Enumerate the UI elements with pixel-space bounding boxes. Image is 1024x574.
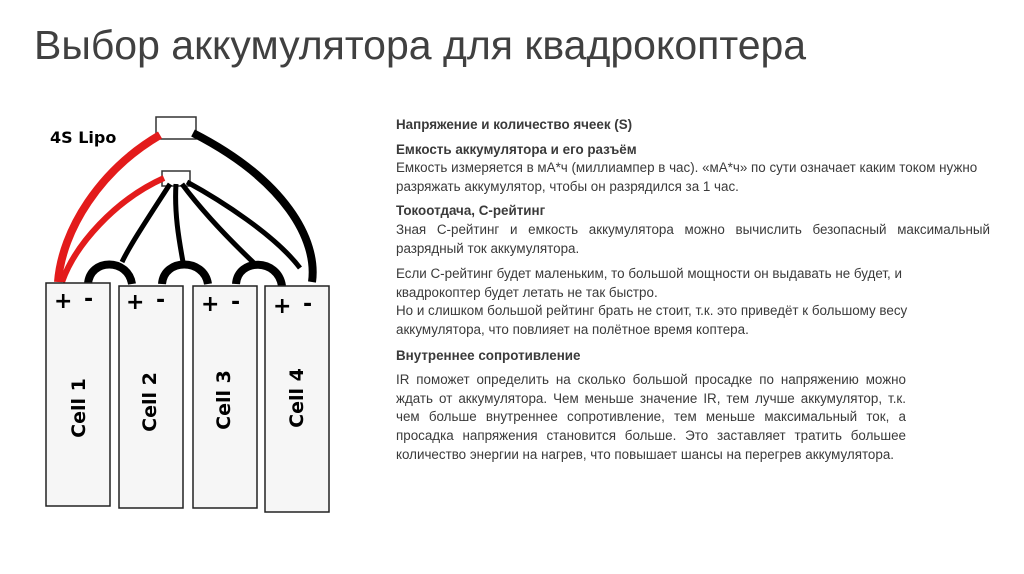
main-connector — [156, 117, 196, 139]
cell-2-plus: + — [126, 290, 145, 315]
heading-voltage-cells: Напряжение и количество ячеек (S) — [396, 117, 633, 132]
cell-1 — [46, 283, 110, 506]
cell-3-minus: - — [231, 290, 241, 315]
cell-4-plus: + — [273, 294, 292, 319]
heading-internal-resistance: Внутреннее сопротивление — [396, 347, 581, 363]
balance-wire-2 — [176, 184, 183, 262]
jumper-3-4 — [236, 265, 282, 286]
paragraph-c-rating-2: Если С-рейтинг будет маленьким, то большой мощности он выдавать не будет, и квадрокоптер будет летать не так быстро. — [396, 266, 902, 300]
heading-capacity-connector: Емкость аккумулятора и его разъём — [396, 141, 637, 157]
cell-4-label: Cell 4 — [286, 368, 308, 428]
cell-1-label: Cell 1 — [68, 378, 90, 438]
cell-3-plus: + — [201, 292, 220, 317]
paragraph-c-rating-3: Но и слишком большой рейтинг брать не стоит, т.к. это приведёт к большому весу аккумулятора, что повлияет на полётное время коптера. — [396, 303, 908, 337]
heading-c-rating: Токоотдача, С-рейтинг — [396, 203, 546, 219]
balance-wire-3 — [182, 184, 255, 264]
cell-2 — [119, 286, 183, 508]
cell-3-label: Cell 3 — [213, 370, 235, 430]
slide-title: Выбор аккумулятора для квадрокоптера — [34, 22, 807, 68]
balance-connector — [162, 171, 190, 186]
paragraph-capacity: Емкость измеряется в мА*ч (миллиампер в час). «мА*ч» по сути означает каким током нужно разряжать аккумулятор, чтобы он разрядился за 1 час. — [396, 160, 978, 194]
paragraph-c-rating-1: Зная С-рейтинг и емкость аккумулятора можно вычислить безопасный максимальный разрядный ток аккумулятора. — [396, 221, 990, 256]
paragraph-internal-resistance: IR поможет определить на сколько большой просадке по напряжению можно ждать от аккумулятора. Чем меньше значение IR, тем лучше аккумулятор, т.к. чем больше внутреннее сопротивление, тем меньше максимальный ток, а просадка напряжения становится больше. Это заставляет тратить большее количество энергии на нагрев, что повышает шансы на перегрев аккумулятора. — [396, 372, 906, 462]
jumper-2-3 — [162, 265, 208, 285]
cell-1-plus: + — [54, 289, 73, 314]
content-column — [396, 116, 990, 464]
cell-3 — [193, 286, 257, 508]
lipo-wiring-diagram — [0, 0, 380, 574]
cell-4-minus: - — [303, 292, 313, 317]
cell-4 — [265, 286, 329, 512]
cell-1-minus: - — [84, 287, 94, 312]
jumper-1-2 — [88, 265, 132, 285]
cell-2-label: Cell 2 — [139, 372, 161, 432]
cell-2-minus: - — [156, 288, 166, 313]
battery-label: 4S Lipo — [50, 128, 117, 147]
